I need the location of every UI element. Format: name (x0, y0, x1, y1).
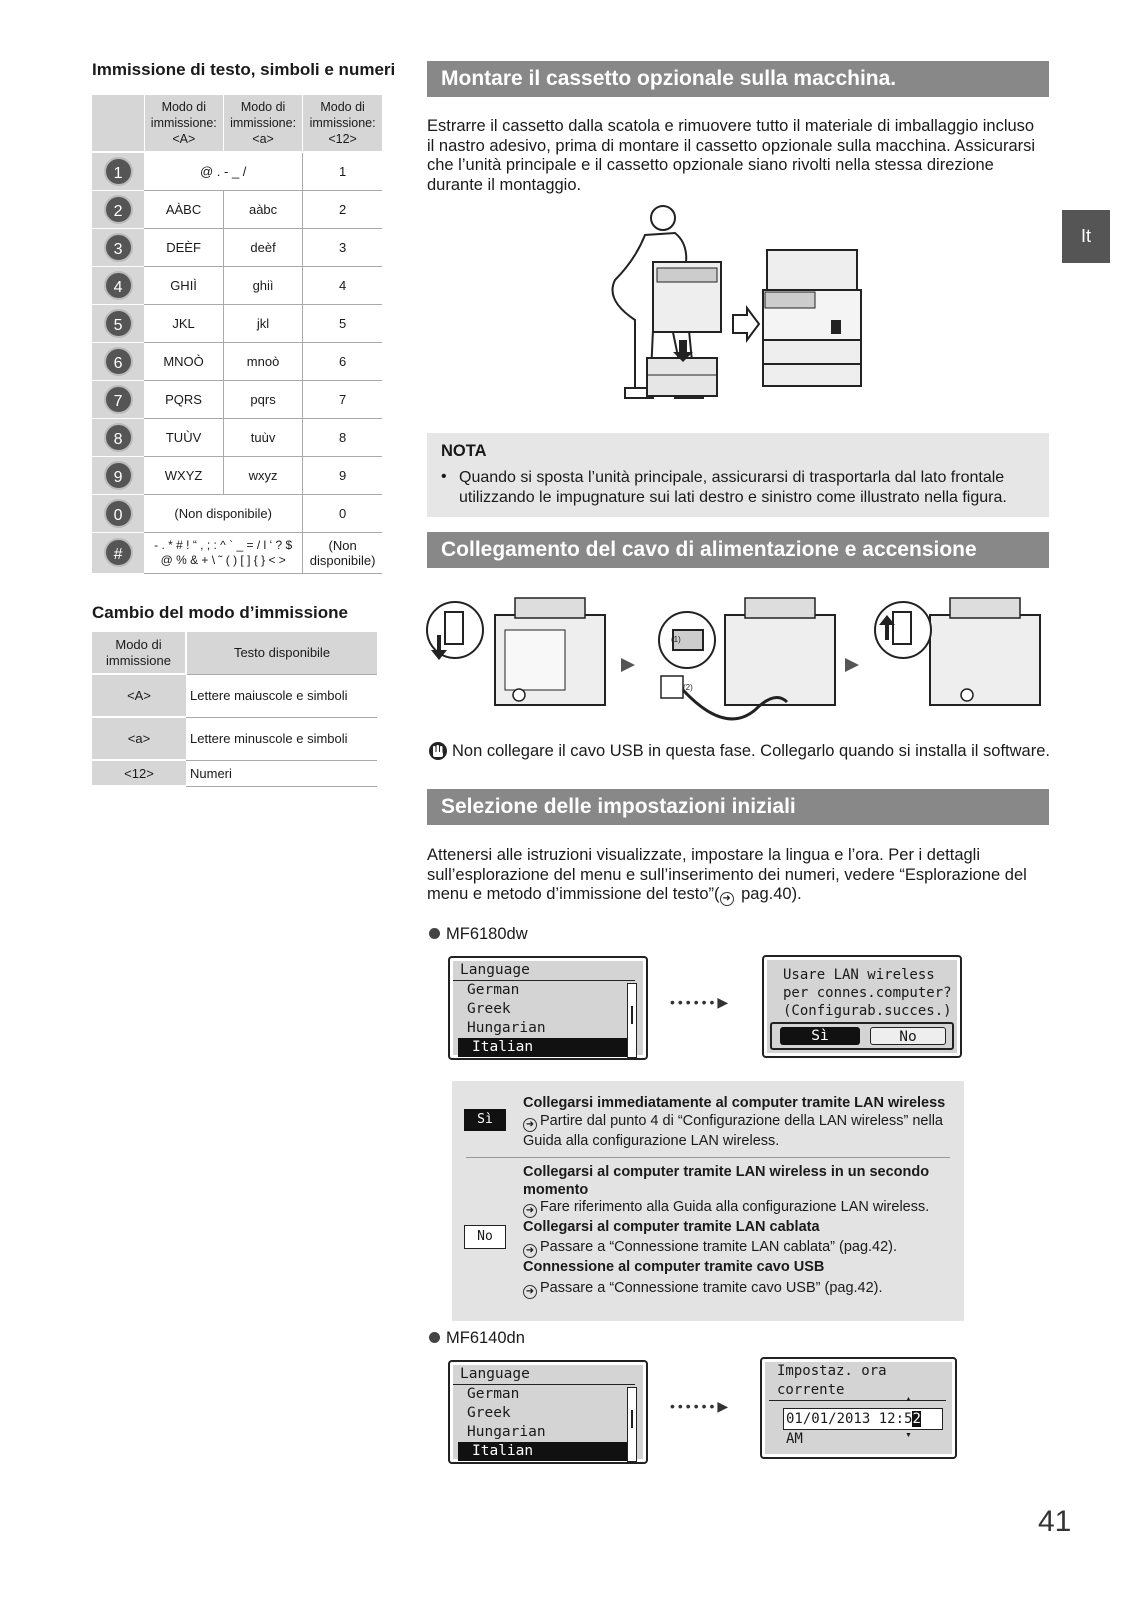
page-ref-icon: ➜ (720, 892, 734, 906)
section-title-drawer-text: Montare il cassetto opzionale sulla macchina. (441, 67, 897, 90)
lcd-wireless-line: (Configurab.succes.) (783, 1003, 952, 1019)
key-row (92, 494, 382, 532)
key-upper-cell: PQRS (144, 380, 223, 418)
input-heading: Immissione di testo, simboli e numeri (92, 60, 396, 79)
key-cell (92, 342, 144, 380)
flow-yes-text (523, 1112, 943, 1150)
lcd-language-item: German (467, 982, 520, 998)
key-upper-cell: JKL (144, 304, 223, 342)
key-number-cell: 9 (303, 456, 382, 494)
usb-warning: Non collegare il cavo USB in questa fase. Collegarlo quando si installa il software. (452, 742, 1050, 760)
flow-no-title-1: Collegarsi al computer tramite LAN wireless in un secondo momento (523, 1164, 930, 1198)
flow-no-text-1-label: Fare riferimento alla Guida alla configurazione LAN wireless. (540, 1199, 930, 1215)
key-number-cell: 8 (303, 418, 382, 456)
lcd-no-button[interactable]: No (870, 1027, 946, 1045)
plug-step-2-label: (2) (683, 683, 693, 692)
mode-row (92, 760, 377, 786)
header-key (92, 95, 144, 152)
key-cell (92, 228, 144, 266)
arrow-right-icon: ➜ (523, 1204, 537, 1218)
key-lower-cell: pqrs (223, 380, 302, 418)
nota-text: Quando si sposta l’unità principale, assicurarsi di trasportarla dal lato frontale utilizzando le impugnature sui lati destro e sinistro come illustrato nella figura. (459, 469, 1007, 506)
key-row (92, 380, 382, 418)
key-row (92, 304, 382, 342)
choice-flow-box (452, 1081, 964, 1321)
flow-no-title-2: Collegarsi al computer tramite LAN cablata (523, 1219, 820, 1235)
key-lower-cell: jkl (223, 304, 302, 342)
flow-yes-title: Collegarsi immediatamente al computer tramite LAN wireless (523, 1095, 946, 1111)
bullet-icon (429, 928, 440, 939)
lcd-time-screen (760, 1357, 957, 1459)
lcd-time-title: Impostaz. ora corrente (769, 1362, 946, 1401)
key-lower-cell: ghiì (223, 266, 302, 304)
key-number-cell: 1 (303, 152, 382, 190)
hand-warning-icon (428, 741, 448, 761)
power-illustration (425, 590, 1050, 740)
lcd-time-value: 01/01/2013 12:5 (786, 1411, 913, 1427)
lcd-time-up-icon: ▲ (905, 1396, 912, 1403)
key-cell (92, 532, 144, 573)
power-illustration-svg (425, 590, 1050, 740)
language-tab-label: It (1080, 226, 1091, 246)
key-7-icon: 7 (104, 385, 133, 414)
header-mode-num: Modo di immissione: <12> (303, 95, 382, 152)
key-number-cell: (Non disponibile) (303, 532, 382, 573)
lcd-time-down-icon: ▼ (905, 1432, 912, 1439)
lcd-language-item: Hungarian (467, 1020, 546, 1036)
key-3-icon: 3 (104, 233, 133, 262)
settings-body (427, 846, 1052, 906)
mode-text-cell: Lettere minuscole e simboli (186, 717, 377, 760)
key-letters-cell: - . * # ! “ , ; : ^ ` _ = / l ‘ ? $ @ % & + \ ˜ ( ) [ ] { } < > (144, 532, 303, 573)
key-row (92, 418, 382, 456)
key-row (92, 532, 382, 573)
key-2-icon: 2 (104, 195, 133, 224)
section-title-settings-text: Selezione delle impostazioni iniziali (441, 795, 796, 818)
drawer-illustration (595, 200, 875, 418)
key-4-icon: 4 (104, 271, 133, 300)
lcd-language-item-selected: Italian (458, 1038, 627, 1057)
key-cell (92, 380, 144, 418)
lcd-scrollbar (627, 1387, 637, 1462)
key-row (92, 342, 382, 380)
mode-row (92, 674, 377, 717)
mode-heading: Cambio del modo d’immissione (92, 603, 348, 622)
lcd-time-inner (765, 1362, 952, 1454)
key-number-cell: 6 (303, 342, 382, 380)
arrow-right-icon: ➜ (523, 1118, 537, 1132)
key-letters-cell: @ . - _ / (144, 152, 303, 190)
key-lower-cell: wxyz (223, 456, 302, 494)
flow-arrow: ••••••▶ (670, 1398, 732, 1414)
key-8-icon: 8 (104, 423, 133, 452)
key-row (92, 228, 382, 266)
lcd-language-inner-2 (453, 1365, 643, 1459)
key-row (92, 456, 382, 494)
section-drawer-body: Estrarre il cassetto dalla scatola e rimuovere tutto il materiale di imballaggio incluso il nastro adesivo, prima di montare il cassetto opzionale sulla macchina. Assicurarsi che l’unità principale e il cassetto opzionale siano rivolti nella stessa direzione durante il montaggio. (427, 117, 1036, 194)
key-number-cell: 0 (303, 494, 382, 532)
flow-yes-text-label: Partire dal punto 4 di “Configurazione della LAN wireless” nella Guida alla configurazione LAN wireless. (523, 1113, 943, 1149)
flow-divider (466, 1157, 950, 1158)
key-upper-cell: GHIÌ (144, 266, 223, 304)
key-cell (92, 190, 144, 228)
page-number: 41 (1038, 1505, 1072, 1538)
key-1-icon: 1 (104, 157, 133, 186)
settings-body-text: Attenersi alle istruzioni visualizzate, impostare la lingua e l’ora. Per i dettagli sull’esplorazione del menu e sull’inserimento dei numeri, vedere “Esplorazione del menu e metodo d’immissione del testo”( (427, 846, 1027, 903)
key-number-cell: 7 (303, 380, 382, 418)
header-mode-upper: Modo di immissione: <A> (144, 95, 223, 152)
plug-step-1-label: (1) (671, 635, 681, 644)
key-6-icon: 6 (104, 347, 133, 376)
flow-yes-badge: Sì (464, 1109, 506, 1131)
key-9-icon: 9 (104, 461, 133, 490)
key-cell (92, 266, 144, 304)
input-table-wrap (92, 95, 382, 574)
lcd-scrollbar (627, 983, 637, 1058)
key-cell (92, 456, 144, 494)
lcd-language-title: Language (453, 1365, 635, 1385)
mode-row (92, 717, 377, 760)
section-title-power-text: Collegamento del cavo di alimentazione e accensione (441, 538, 977, 561)
flow-no-text-1 (523, 1198, 953, 1218)
section-title-settings (427, 789, 1049, 825)
key-cell (92, 418, 144, 456)
key-lower-cell: deèf (223, 228, 302, 266)
language-tab (1062, 210, 1110, 263)
section-title-power (427, 532, 1049, 568)
key-upper-cell: AÀBC (144, 190, 223, 228)
mode-table-wrap (92, 632, 377, 787)
lcd-language-title: Language (453, 961, 635, 981)
key-number-cell: 5 (303, 304, 382, 342)
flow-no-text-3 (523, 1279, 953, 1299)
key-upper-cell: WXYZ (144, 456, 223, 494)
key-letters-cell: (Non disponibile) (144, 494, 303, 532)
lcd-language-item: German (467, 1386, 520, 1402)
lcd-wireless-line: per connes.computer? (783, 985, 952, 1001)
flow-no-text-3-label: Passare a “Connessione tramite cavo USB” (pag.42). (540, 1280, 883, 1296)
model-mf6180dw-label: MF6180dw (446, 925, 528, 943)
flow-no-title-3: Connessione al computer tramite cavo USB (523, 1259, 825, 1275)
model-mf6180dw (429, 925, 528, 944)
mode-table (92, 632, 377, 787)
lcd-wireless-line: Usare LAN wireless (783, 967, 935, 983)
mode-cell: <12> (92, 760, 186, 786)
key-number-cell: 2 (303, 190, 382, 228)
nota-bullet: • (441, 468, 447, 485)
key-number-cell: 4 (303, 266, 382, 304)
key-row (92, 152, 382, 190)
key-5-icon: 5 (104, 309, 133, 338)
flow-no-text-2-label: Passare a “Connessione tramite LAN cablata” (pag.42). (540, 1239, 898, 1255)
flow-arrow: ••••••▶ (670, 994, 732, 1010)
key-cell (92, 304, 144, 342)
key-upper-cell: MNOÒ (144, 342, 223, 380)
lcd-yes-button[interactable]: Sì (780, 1027, 860, 1045)
lcd-language-screen (448, 956, 648, 1060)
lcd-wireless-screen (762, 955, 962, 1058)
arrow-right-icon: ➜ (523, 1285, 537, 1299)
model-mf6140dn (429, 1329, 525, 1348)
mode-text-cell: Lettere maiuscole e simboli (186, 674, 377, 717)
lcd-wireless-buttons (770, 1022, 954, 1050)
key-upper-cell: TUÙV (144, 418, 223, 456)
mode-header-text: Testo disponibile (186, 632, 377, 674)
key-row (92, 190, 382, 228)
lcd-wireless-inner (767, 960, 957, 1053)
lcd-time-cursor: 2 (912, 1411, 921, 1427)
section-title-drawer (427, 61, 1049, 97)
lcd-language-item: Greek (467, 1405, 511, 1421)
key-cell (92, 152, 144, 190)
input-table (92, 95, 382, 574)
key-cell (92, 494, 144, 532)
flow-no-text-2 (523, 1238, 953, 1258)
mode-text-cell: Numeri (186, 760, 377, 786)
flow-no-badge: No (464, 1225, 506, 1249)
mode-cell: <a> (92, 717, 186, 760)
mode-cell: <A> (92, 674, 186, 717)
lcd-language-screen-2 (448, 1360, 648, 1464)
lcd-language-inner (453, 961, 643, 1055)
key-number-cell: 3 (303, 228, 382, 266)
key-upper-cell: DEÈF (144, 228, 223, 266)
model-mf6140dn-label: MF6140dn (446, 1329, 525, 1347)
lcd-time-ampm: AM (786, 1431, 803, 1447)
settings-body-ref: pag.40). (736, 885, 802, 903)
drawer-illustration-svg (595, 200, 875, 418)
key-lower-cell: aàbc (223, 190, 302, 228)
arrow-right-icon: ➜ (523, 1244, 537, 1258)
lcd-language-item: Greek (467, 1001, 511, 1017)
nota-box (427, 433, 1049, 517)
key-lower-cell: mnoò (223, 342, 302, 380)
key-hash-icon: # (104, 538, 133, 567)
key-lower-cell: tuùv (223, 418, 302, 456)
lcd-time-field (783, 1408, 943, 1447)
lcd-language-item: Hungarian (467, 1424, 546, 1440)
lcd-language-item-selected: Italian (458, 1442, 627, 1461)
bullet-icon (429, 1332, 440, 1343)
key-0-icon: 0 (104, 499, 133, 528)
header-mode-lower: Modo di immissione: <a> (223, 95, 302, 152)
nota-title: NOTA (441, 442, 487, 460)
mode-header-mode: Modo di immissione (92, 632, 186, 674)
key-row (92, 266, 382, 304)
